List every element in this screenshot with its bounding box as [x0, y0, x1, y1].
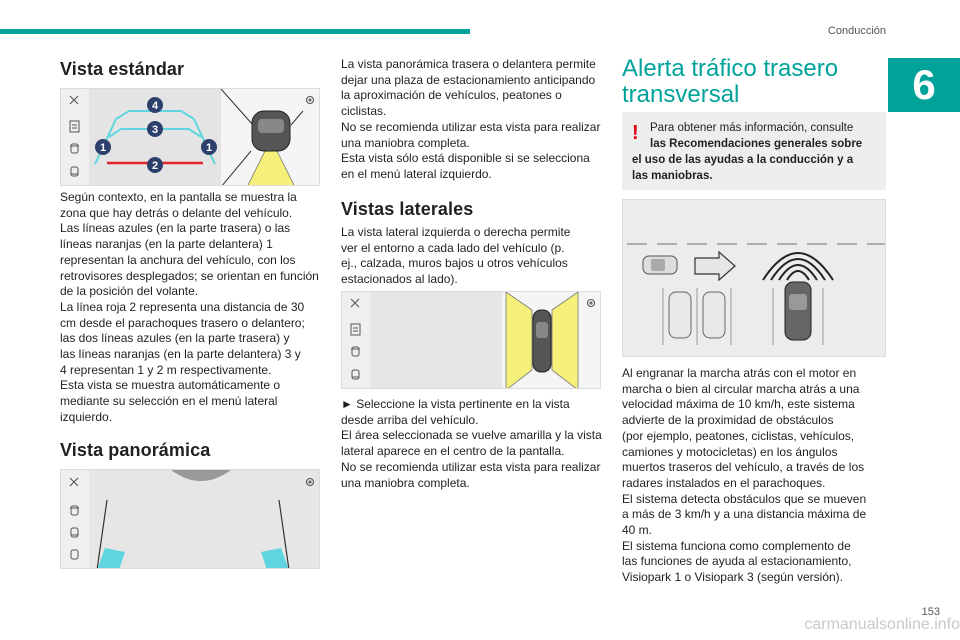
text-line: ► Seleccione la vista pertinente en la vista — [341, 397, 570, 411]
text-line: (por ejemplo, peatones, ciclistas, vehículos, — [622, 428, 855, 443]
text-line: La vista lateral izquierda o derecha permite — [341, 225, 571, 239]
svg-text:2: 2 — [151, 160, 159, 172]
text-line: representan la anchura del vehículo, con los — [60, 252, 296, 267]
svg-text:3: 3 — [151, 124, 159, 136]
chapter-tab: 6 — [888, 58, 960, 112]
text-line: 40 m. — [622, 523, 653, 538]
text-line: El sistema funciona como complemento de — [622, 538, 851, 553]
text-line: Al engranar la marcha atrás con el motor en — [622, 366, 857, 380]
text-line: marcha o bien al circular marcha atrás a una — [622, 381, 860, 396]
text-line: El sistema detecta obstáculos que se mueven — [622, 491, 867, 506]
figure-lateral-view — [341, 291, 601, 389]
text-line: No se recomienda utilizar esta vista para realizar — [341, 459, 601, 474]
text-line: La línea roja 2 representa una distancia de 30 — [60, 299, 305, 314]
title-vista-panoramica: Vista panorámica — [60, 440, 211, 460]
text-line: desde arriba del vehículo. — [341, 412, 479, 427]
text-lateral-views — [341, 225, 605, 288]
text-line: El área seleccionada se vuelve amarilla y la vista — [341, 428, 602, 443]
text-standard-view — [60, 190, 322, 426]
figure-rear-cross-traffic — [622, 199, 886, 357]
text-line: muertos traseros del vehículo, a través de los — [622, 460, 865, 475]
title-line-2: transversal — [622, 81, 740, 108]
text-line: estacionados al lado). — [341, 272, 458, 287]
text-rear-cross-traffic — [622, 366, 888, 586]
text-line: una maniobra completa. — [341, 135, 470, 150]
text-line: una maniobra completa. — [341, 475, 470, 490]
note-line: las Recomendaciones generales sobre — [650, 138, 863, 150]
title-line-1: Alerta tráfico trasero — [622, 55, 839, 82]
callout-3 — [147, 121, 163, 137]
text-line: dejar una plaza de estacionamiento anticipando — [341, 72, 596, 87]
note-line: Para obtener más información, consulte — [650, 122, 854, 134]
text-line: lateral aparece en el centro de la pantalla. — [341, 444, 565, 459]
text-line: advierte de la proximidad de obstáculos — [622, 413, 834, 428]
svg-text:4: 4 — [151, 100, 159, 112]
callout-4 — [147, 97, 163, 113]
text-line: camiones y motocicletas) en los ángulos — [622, 444, 838, 459]
title-vista-estandar: Vista estándar — [60, 59, 185, 79]
text-line: a más de 3 km/h y a una distancia máxima de — [622, 507, 867, 522]
title-alerta-trafico — [622, 56, 888, 108]
text-line: de la posición del volante. — [60, 284, 199, 299]
text-line: las líneas naranjas (en la parte delantera) 3 y — [60, 347, 301, 362]
text-line: la aproximación de vehículos, peatones o — [341, 88, 562, 103]
text-line: las dos líneas azules (en la parte trasera) y — [60, 331, 290, 346]
text-line: Visiopark 1 o Visiopark 3 (según versión). — [622, 570, 844, 585]
text-line: ver el entorno a cada lado del vehículo (p. — [341, 240, 565, 255]
info-note — [622, 112, 886, 190]
text-line: cm desde el parachoques trasero o delantero; — [60, 315, 305, 330]
text-line: mediante su selección en el menú lateral — [60, 394, 278, 409]
text-line: izquierdo. — [60, 409, 113, 424]
text-line: Esta vista sólo está disponible si se selecciona — [341, 151, 590, 166]
text-line: las funciones de ayuda al estacionamiento, — [622, 554, 852, 569]
watermark: carmanualsonline.info — [804, 616, 960, 633]
note-line: el uso de las ayudas a la conducción y a — [632, 154, 854, 166]
note-text — [632, 120, 882, 184]
callout-1-left — [95, 139, 111, 155]
title-vistas-laterales: Vistas laterales — [341, 199, 474, 219]
callout-1-right — [201, 139, 217, 155]
text-line: radares instalados en el parachoques. — [622, 475, 826, 490]
figure-standard-view — [60, 88, 320, 186]
text-line: La vista panorámica trasera o delantera permite — [341, 57, 596, 71]
text-line: Las líneas azules (en la parte trasera) o las — [60, 221, 291, 236]
text-line: velocidad máxima de 10 km/h, este sistema — [622, 397, 855, 412]
text-line: Según contexto, en la pantalla se muestra la — [60, 190, 297, 204]
text-line: líneas naranjas (en la parte delantera) 1 — [60, 237, 273, 252]
text-line: retrovisores desplegados; se orientan en función — [60, 268, 319, 283]
svg-text:1: 1 — [99, 142, 107, 154]
warning-icon: ! — [632, 122, 639, 144]
text-line: Esta vista se muestra automáticamente o — [60, 378, 281, 393]
text-line: ej., calzada, muros bajos u otros vehículos — [341, 256, 568, 271]
section-name: Conducción — [827, 25, 886, 37]
header-bar — [0, 29, 470, 34]
text-panoramic-view — [341, 57, 605, 183]
text-line: zona que hay detrás o delante del vehículo. — [60, 205, 293, 220]
callout-2 — [147, 157, 163, 173]
text-line: No se recomienda utilizar esta vista para realizar — [341, 119, 601, 134]
text-lateral-instructions — [341, 397, 605, 491]
text-line: ciclistas. — [341, 104, 387, 119]
page-number: 153 — [921, 606, 940, 618]
figure-panoramic-view — [60, 469, 320, 569]
note-line: las maniobras. — [632, 170, 713, 182]
text-line: 4 representan 1 y 2 m respectivamente. — [60, 362, 272, 377]
text-line: en el menú lateral izquierdo. — [341, 166, 492, 181]
svg-text:1: 1 — [205, 142, 213, 154]
